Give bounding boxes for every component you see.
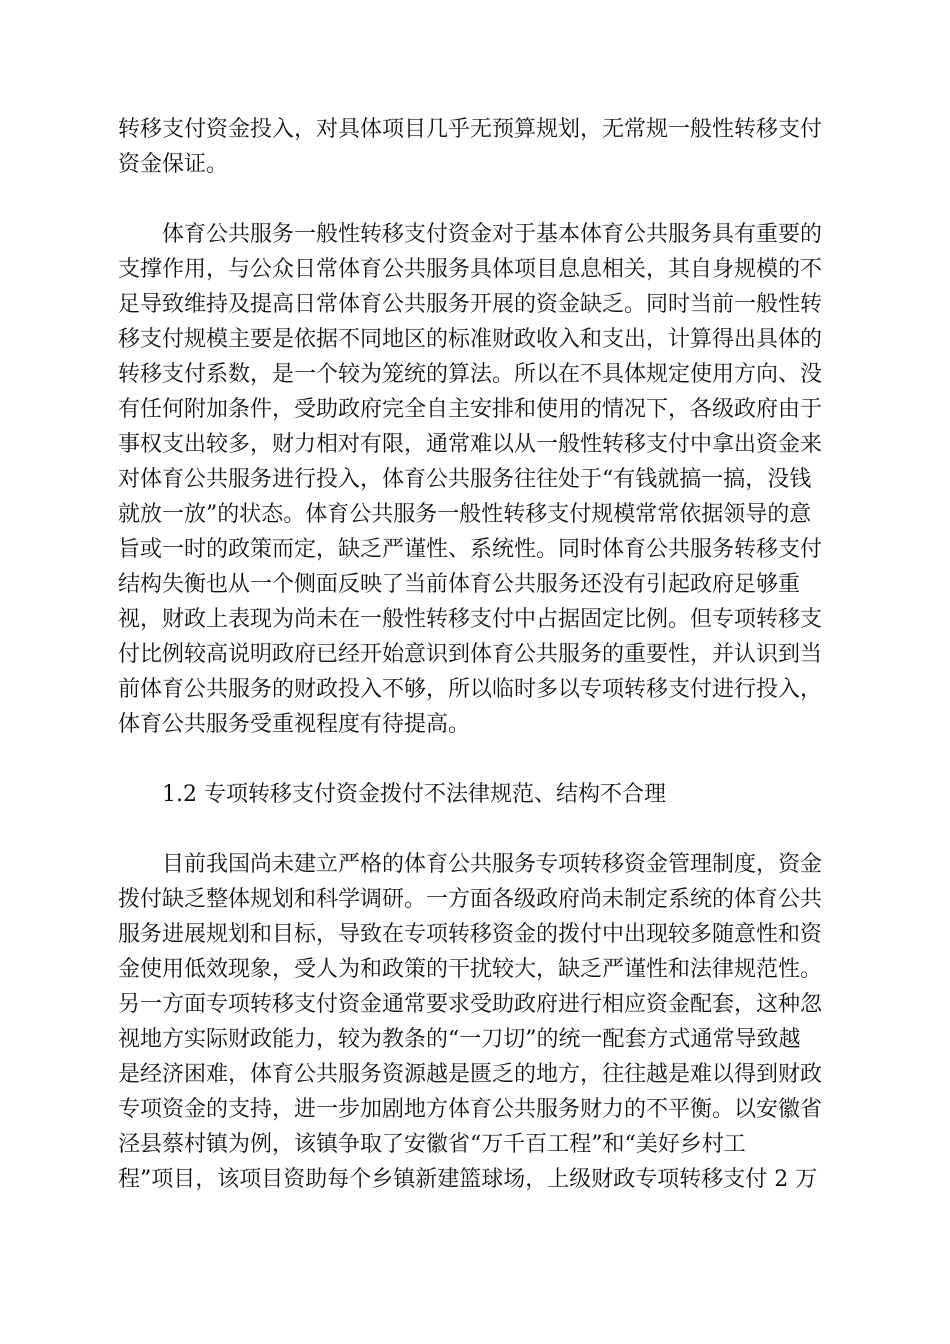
text-line: 体育公共服务受重视程度有待提高。 xyxy=(118,712,471,737)
paragraph-spacer xyxy=(118,812,838,847)
text-line: 前体育公共服务的财政投入不够，所以临时多以专项转移支付进行投入， xyxy=(118,677,823,702)
text-line: 转移支付资金投入，对具体项目几乎无预算规划，无常规一般性转移支付 xyxy=(118,117,823,142)
document-page xyxy=(118,112,838,1197)
text-line: 体育公共服务一般性转移支付资金对于基本体育公共服务具有重要的 xyxy=(162,222,823,247)
paragraph-general-transfer xyxy=(118,217,838,742)
text-line: 视，财政上表现为尚未在一般性转移支付中占据固定比例。但专项转移支 xyxy=(118,607,823,632)
section-heading xyxy=(118,777,838,812)
section-heading-text: 1.2 专项转移支付资金拨付不法律规范、结构不合理 xyxy=(162,782,666,807)
paragraph-special-transfer xyxy=(118,847,838,1197)
paragraph-continuation xyxy=(118,112,838,182)
text-line: 付比例较高说明政府已经开始意识到体育公共服务的重要性，并认识到当 xyxy=(118,642,823,667)
text-line: 金使用低效现象，受人为和政策的干扰较大，缺乏严谨性和法律规范性。 xyxy=(118,957,823,982)
text-line: 旨或一时的政策而定，缺乏严谨性、系统性。同时体育公共服务转移支付 xyxy=(118,537,823,562)
text-line: 是经济困难，体育公共服务资源越是匮乏的地方，往往越是难以得到财政 xyxy=(118,1062,823,1087)
text-line: 专项资金的支持，进一步加剧地方体育公共服务财力的不平衡。以安徽省 xyxy=(118,1097,823,1122)
text-line: 转移支付系数，是一个较为笼统的算法。所以在不具体规定使用方向、没 xyxy=(118,362,823,387)
text-line: 程”项目，该项目资助每个乡镇新建篮球场，上级财政专项转移支付 2 万 xyxy=(118,1167,818,1192)
text-line: 泾县蔡村镇为例，该镇争取了安徽省“万千百工程”和“美好乡村工 xyxy=(118,1132,746,1157)
text-line: 事权支出较多，财力相对有限，通常难以从一般性转移支付中拿出资金来 xyxy=(118,432,823,457)
text-line: 支撑作用，与公众日常体育公共服务具体项目息息相关，其自身规模的不 xyxy=(118,257,823,282)
text-line: 服务进展规划和目标，导致在专项转移资金的拨付中出现较多随意性和资 xyxy=(118,922,823,947)
paragraph-spacer xyxy=(118,182,838,217)
text-line: 足导致维持及提高日常体育公共服务开展的资金缺乏。同时当前一般性转 xyxy=(118,292,823,317)
text-line: 目前我国尚未建立严格的体育公共服务专项转移资金管理制度，资金 xyxy=(162,852,823,877)
text-line: 结构失衡也从一个侧面反映了当前体育公共服务还没有引起政府足够重 xyxy=(118,572,801,597)
text-line: 拨付缺乏整体规划和科学调研。一方面各级政府尚未制定系统的体育公共 xyxy=(118,887,823,912)
paragraph-spacer xyxy=(118,742,838,777)
text-line: 另一方面专项转移支付资金通常要求受助政府进行相应资金配套，这种忽 xyxy=(118,992,823,1017)
text-line: 视地方实际财政能力，较为教条的“一刀切”的统一配套方式通常导致越 xyxy=(118,1027,801,1052)
text-line: 对体育公共服务进行投入，体育公共服务往往处于“有钱就搞一搞，没钱 xyxy=(118,467,812,492)
text-line: 就放一放”的状态。体育公共服务一般性转移支付规模常常依据领导的意 xyxy=(118,502,812,527)
text-line: 移支付规模主要是依据不同地区的标准财政收入和支出，计算得出具体的 xyxy=(118,327,823,352)
text-line: 资金保证。 xyxy=(118,152,229,177)
text-line: 有任何附加条件，受助政府完全自主安排和使用的情况下，各级政府由于 xyxy=(118,397,823,422)
